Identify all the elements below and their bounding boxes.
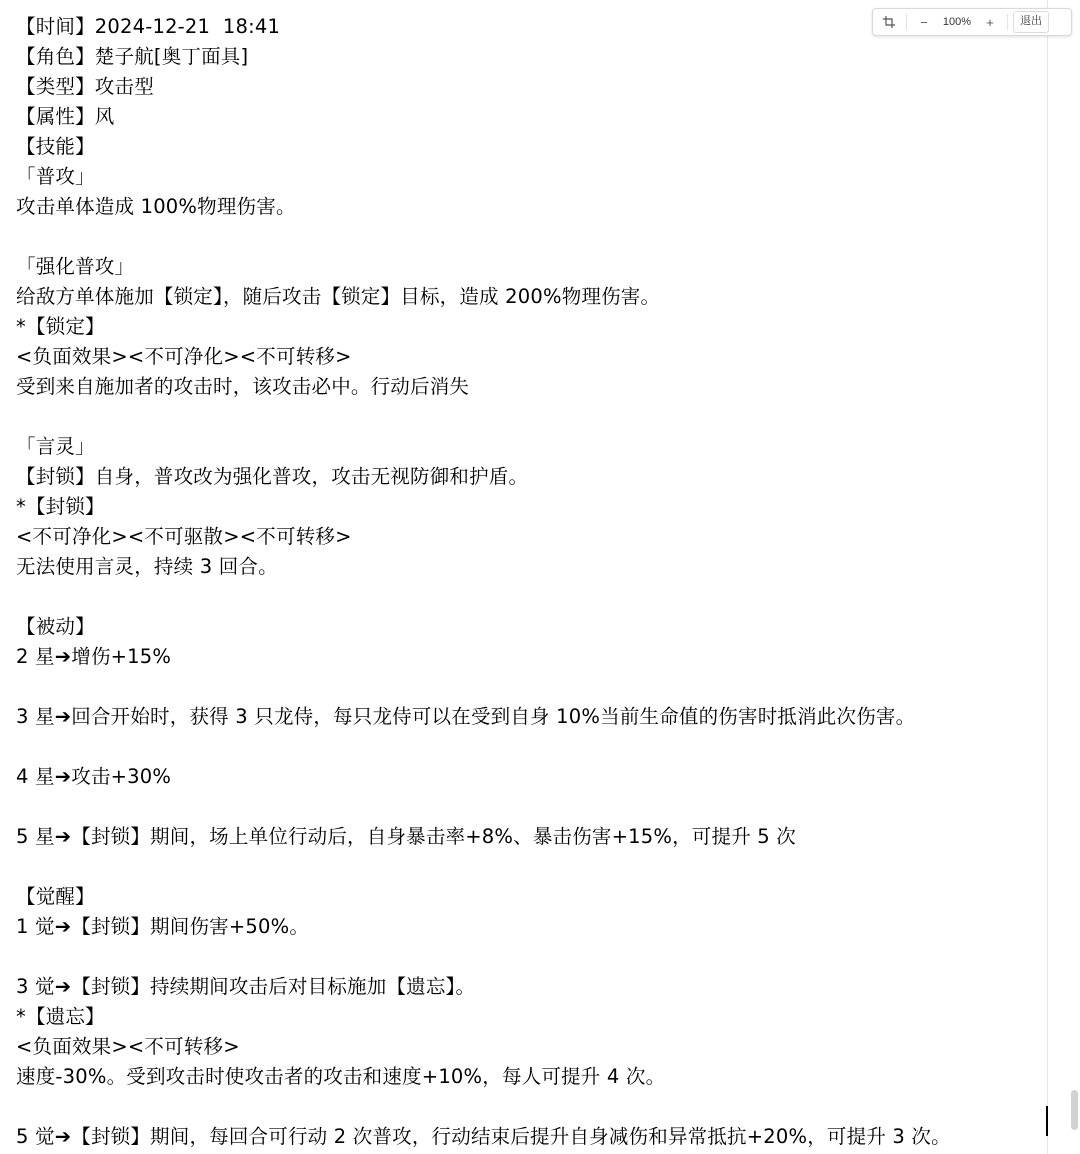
document-line: 【类型】攻击型 [16, 75, 154, 98]
document-line: 【被动】 [16, 615, 95, 638]
document-line: 无法使用言灵，持续 3 回合。 [16, 555, 278, 578]
document-line: *【锁定】 [16, 315, 105, 338]
toolbar-divider [906, 14, 907, 30]
document-line: 3 觉➔【封锁】持续期间攻击后对目标施加【遗忘】。 [16, 975, 476, 998]
exit-button[interactable]: 退出 [1013, 11, 1049, 32]
document-line: *【遗忘】 [16, 1005, 105, 1028]
document-line [16, 852, 1032, 882]
document-line: 「普攻」 [16, 165, 95, 188]
zoom-out-button[interactable]: − [920, 14, 928, 30]
text-caret [1046, 1106, 1048, 1136]
document-line: 速度-30%。受到攻击时使攻击者的攻击和速度+10%，每人可提升 4 次。 [16, 1065, 666, 1088]
document-line: 「言灵」 [16, 435, 95, 458]
document-line: 攻击单体造成 100%物理伤害。 [16, 195, 296, 218]
zoom-in-button[interactable]: + [986, 14, 994, 30]
document-line [16, 672, 1032, 702]
document-line: 2 星➔增伤+15% [16, 645, 172, 668]
scrollbar-track[interactable] [1047, 0, 1080, 1154]
document-line: <不可净化><不可驱散><不可转移> [16, 525, 352, 548]
toolbar-divider-2 [1007, 14, 1008, 30]
document-line: 【时间】2024-12-21 18:41 [16, 15, 281, 38]
document-line [16, 942, 1032, 972]
document-line [16, 1092, 1032, 1122]
document-line [16, 732, 1032, 762]
document-line: <负面效果><不可转移> [16, 1035, 240, 1058]
document-line [16, 582, 1032, 612]
document-line: 3 星➔回合开始时，获得 3 只龙侍，每只龙侍可以在受到自身 10%当前生命值的伤害时抵消此次伤害。 [16, 705, 916, 728]
document-line: 【技能】 [16, 135, 95, 158]
scrollbar-thumb[interactable] [1071, 1090, 1078, 1130]
document-line: 受到来自施加者的攻击时，该攻击必中。行动后消失 [16, 375, 470, 398]
document-line: 5 觉➔【封锁】期间，每回合可行动 2 次普攻，行动结束后提升自身减伤和异常抵抗+20%，可提升 3 次。 [16, 1125, 951, 1148]
document-line: 【属性】风 [16, 105, 115, 128]
document-line: 5 星➔【封锁】期间，场上单位行动后，自身暴击率+8%、暴击伤害+15%，可提升 5 次 [16, 825, 797, 848]
document-line [16, 222, 1032, 252]
document-line: 「强化普攻」 [16, 255, 135, 278]
document-line [16, 792, 1032, 822]
document-line: 1 觉➔【封锁】期间伤害+50%。 [16, 915, 310, 938]
document-line: 【封锁】自身，普攻改为强化普攻，攻击无视防御和护盾。 [16, 465, 529, 488]
zoom-level-label: 100% [942, 16, 972, 28]
document-line [16, 402, 1032, 432]
crop-icon[interactable] [877, 11, 901, 33]
document-line: *【封锁】 [16, 495, 105, 518]
document-line: 给敌方单体施加【锁定】，随后攻击【锁定】目标，造成 200%物理伤害。 [16, 285, 661, 308]
viewer-toolbar[interactable] [872, 8, 1072, 36]
document-line: <负面效果><不可净化><不可转移> [16, 345, 352, 368]
document-line: 【角色】楚子航[奥丁面具] [16, 45, 249, 68]
document-line: 【觉醒】 [16, 885, 95, 908]
document-line: 4 星➔攻击+30% [16, 765, 172, 788]
